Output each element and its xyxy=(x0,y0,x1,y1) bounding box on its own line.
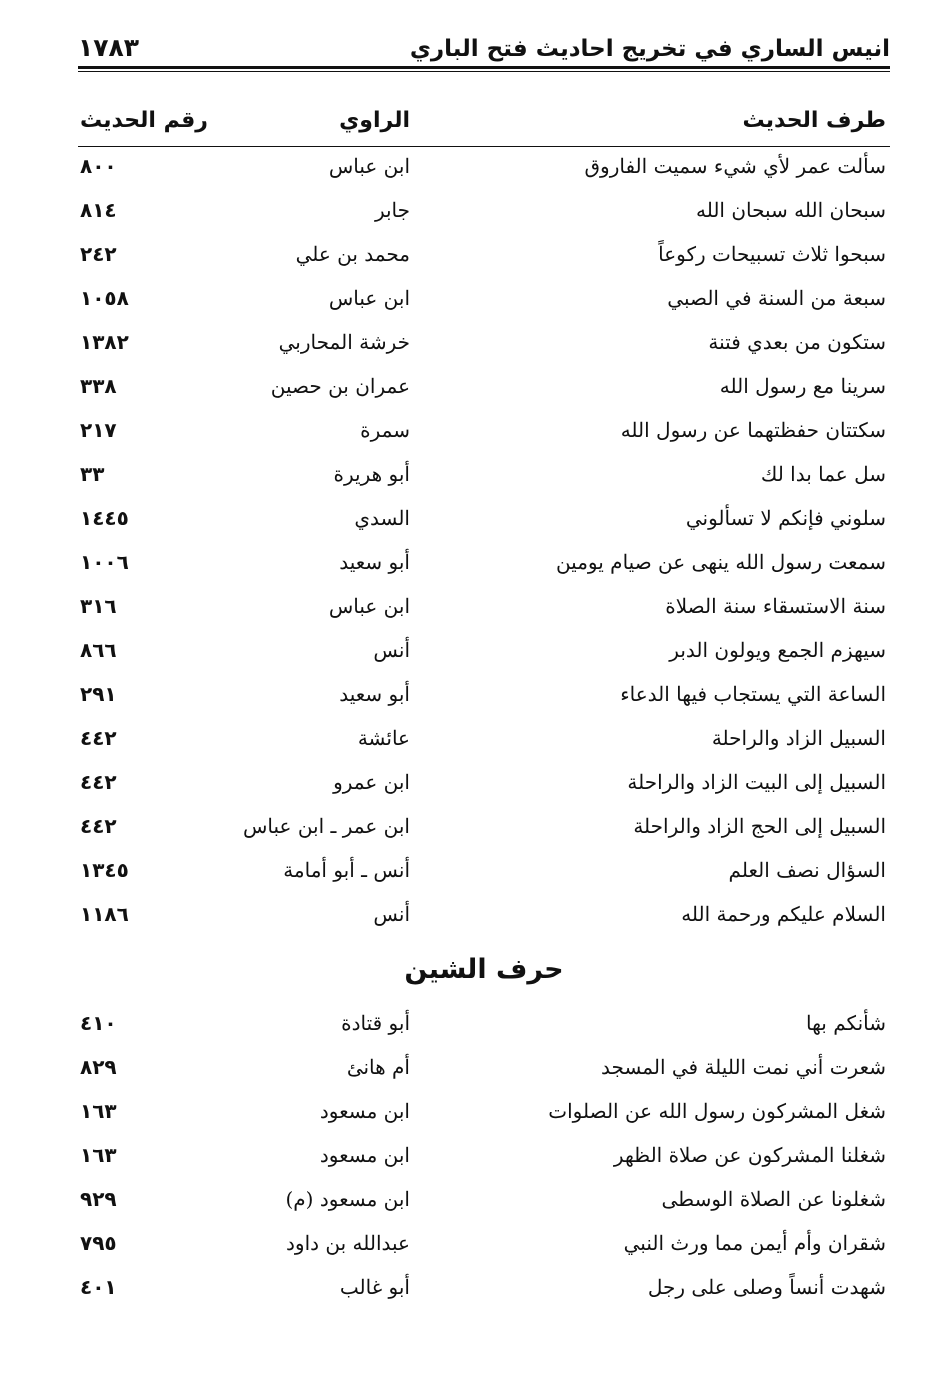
hadith-text: سبحوا ثلاث تسبيحات ركوعاً xyxy=(658,242,886,266)
narrator-name: ابن عمرو xyxy=(333,770,410,794)
column-header-narrator: الراوي xyxy=(339,108,410,133)
table-row xyxy=(78,370,890,408)
hadith-number: ١٦٣ xyxy=(80,1099,117,1123)
hadith-number: ٢٩١ xyxy=(80,682,117,706)
hadith-number: ٣٣ xyxy=(80,462,105,486)
hadith-number: ٨٦٦ xyxy=(80,638,117,662)
hadith-text: سل عما بدا لك xyxy=(760,462,886,486)
hadith-number: ١٦٣ xyxy=(80,1143,117,1167)
hadith-number: ١١٨٦ xyxy=(80,902,129,926)
hadith-number: ١٤٤٥ xyxy=(80,506,129,530)
table-row xyxy=(78,810,890,848)
table-row xyxy=(78,854,890,892)
hadith-text: سكتتان حفظتهما عن رسول الله xyxy=(620,418,886,442)
hadith-number: ١٣٤٥ xyxy=(80,858,129,882)
hadith-number: ٧٩٥ xyxy=(80,1231,117,1255)
table-row xyxy=(78,458,890,496)
hadith-number: ٨٠٠ xyxy=(80,154,117,178)
narrator-name: عائشة xyxy=(357,726,410,750)
hadith-number: ٨١٤ xyxy=(80,198,117,222)
table-row xyxy=(78,194,890,232)
column-header-number: رقم الحديث xyxy=(80,108,208,133)
column-headers xyxy=(78,102,890,147)
narrator-name: ابن عباس xyxy=(328,594,410,618)
hadith-text: شغل المشركون رسول الله عن الصلوات xyxy=(548,1099,886,1123)
table-row xyxy=(78,1271,890,1309)
section-heading: حرف الشين xyxy=(404,954,564,985)
hadith-text: شغلنا المشركون عن صلاة الظهر xyxy=(613,1143,886,1167)
narrator-name: أبو هريرة xyxy=(333,462,410,486)
hadith-number: ٢٤٢ xyxy=(80,242,117,266)
hadith-number: ١٣٨٢ xyxy=(80,330,129,354)
narrator-name: أبو غالب xyxy=(339,1275,410,1299)
hadith-text: سيهزم الجمع ويولون الدبر xyxy=(669,638,886,662)
hadith-number: ١٠٥٨ xyxy=(80,286,129,310)
hadith-text: شغلونا عن الصلاة الوسطى xyxy=(661,1187,886,1211)
table-row xyxy=(78,590,890,628)
table-row xyxy=(78,766,890,804)
narrator-name: أبو سعيد xyxy=(339,550,410,574)
hadith-text: سبعة من السنة في الصبي xyxy=(667,286,886,310)
table-row xyxy=(78,282,890,320)
hadith-number: ٨٢٩ xyxy=(80,1055,117,1079)
hadith-number: ٤١٠ xyxy=(80,1011,117,1035)
hadith-number: ٣٣٨ xyxy=(80,374,117,398)
hadith-text: شقران وأم أيمن مما ورث النبي xyxy=(623,1231,886,1255)
hadith-text: شعرت أني نمت الليلة في المسجد xyxy=(601,1055,886,1079)
narrator-name: ابن عباس xyxy=(328,154,410,178)
table-row xyxy=(78,634,890,672)
table-row xyxy=(78,1007,890,1045)
hadith-text: سبحان الله سبحان الله xyxy=(695,198,886,222)
hadith-number: ٤٤٢ xyxy=(80,770,117,794)
table-row xyxy=(78,1095,890,1133)
hadith-text: السبيل إلى الحج الزاد والراحلة xyxy=(633,814,886,838)
book-title: انيس الساري في تخريج احاديث فتح الباري xyxy=(409,36,890,62)
hadith-text: السبيل إلى البيت الزاد والراحلة xyxy=(627,770,886,794)
table-row xyxy=(78,678,890,716)
narrator-name: أبو قتادة xyxy=(341,1011,410,1035)
running-header xyxy=(78,22,890,69)
hadith-number: ٢١٧ xyxy=(80,418,117,442)
narrator-name: ابن عباس xyxy=(328,286,410,310)
hadith-number: ٤٤٢ xyxy=(80,814,117,838)
hadith-number: ٤٤٢ xyxy=(80,726,117,750)
table-row xyxy=(78,722,890,760)
hadith-text: شهدت أنساً وصلى على رجل xyxy=(647,1275,886,1299)
narrator-name: عمران بن حصين xyxy=(270,374,410,398)
hadith-text: شأنكم بها xyxy=(805,1011,886,1035)
hadith-number: ٣١٦ xyxy=(80,594,117,618)
hadith-text: السؤال نصف العلم xyxy=(728,858,886,882)
narrator-name: أنس xyxy=(373,638,410,662)
hadith-text: سمعت رسول الله ينهى عن صيام يومين xyxy=(555,550,886,574)
hadith-number: ٤٠١ xyxy=(80,1275,117,1299)
book-page xyxy=(78,22,890,1352)
narrator-name: أنس xyxy=(373,902,410,926)
hadith-text: الساعة التي يستجاب فيها الدعاء xyxy=(620,682,886,706)
hadith-text: السبيل الزاد والراحلة xyxy=(711,726,886,750)
narrator-name: ابن مسعود (م) xyxy=(285,1187,410,1211)
hadith-number: ٩٢٩ xyxy=(80,1187,117,1211)
narrator-name: أنس ـ أبو أمامة xyxy=(283,858,410,882)
narrator-name: عبدالله بن داود xyxy=(286,1231,410,1255)
header-rule xyxy=(78,71,890,72)
hadith-text: سرينا مع رسول الله xyxy=(719,374,886,398)
hadith-number: ١٠٠٦ xyxy=(80,550,129,574)
narrator-name: خرشة المحاربي xyxy=(278,330,410,354)
table-row xyxy=(78,546,890,584)
table-row xyxy=(78,326,890,364)
hadith-text: سنة الاستسقاء سنة الصلاة xyxy=(665,594,886,618)
narrator-name: أم هانئ xyxy=(346,1055,410,1079)
narrator-name: ابن مسعود xyxy=(319,1143,410,1167)
table-row xyxy=(78,1051,890,1089)
page-number: ١٧٨٣ xyxy=(78,33,140,62)
table-row xyxy=(78,898,890,936)
table-row xyxy=(78,1139,890,1177)
table-row xyxy=(78,1227,890,1265)
hadith-text: السلام عليكم ورحمة الله xyxy=(681,902,886,926)
table-row xyxy=(78,1183,890,1221)
table-row xyxy=(78,238,890,276)
narrator-name: جابر xyxy=(374,198,410,222)
narrator-name: محمد بن علي xyxy=(295,242,410,266)
table-row xyxy=(78,414,890,452)
hadith-text: ستكون من بعدي فتنة xyxy=(708,330,886,354)
table-row xyxy=(78,150,890,188)
table-row xyxy=(78,502,890,540)
narrator-name: سمرة xyxy=(360,418,410,442)
narrator-name: ابن عمر ـ ابن عباس xyxy=(243,814,410,838)
column-header-hadith: طرف الحديث xyxy=(742,108,886,133)
hadith-text: سألت عمر لأي شيء سميت الفاروق xyxy=(584,154,886,178)
narrator-name: ابن مسعود xyxy=(319,1099,410,1123)
narrator-name: السدي xyxy=(354,506,410,530)
narrator-name: أبو سعيد xyxy=(339,682,410,706)
hadith-text: سلوني فإنكم لا تسألوني xyxy=(685,506,886,530)
